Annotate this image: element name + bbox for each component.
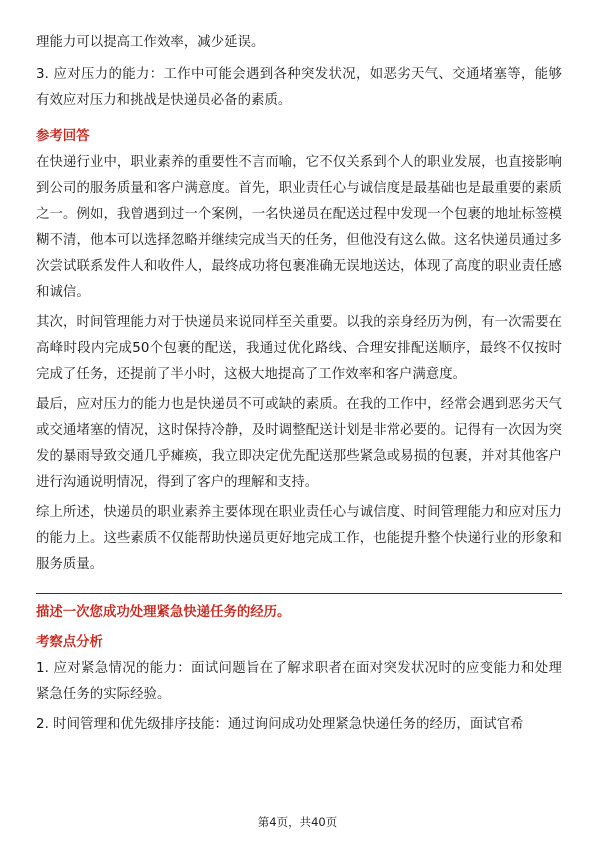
section-heading-reference-answer: 参考回答 [36,129,90,144]
section-divider [36,593,562,594]
page-content [36,30,562,738]
analysis-point: 2. 时间管理和优先级排序技能：通过询问成功处理紧急快递任务的经历，面试官希 [36,717,524,732]
page-footer: 第4页，共40页 [257,815,338,829]
body-paragraph: 理能力可以提高工作效率，减少延误。 [36,35,265,50]
answer-paragraph: 综上所述，快递员的职业素养主要体现在职业责任心与诚信度、时间管理能力和应对压力的能力上。这些素质不仅能帮助快递员更好地完成工作，也能提升整个快递行业的形象和服务质量。 [36,505,562,572]
answer-paragraph: 在快递行业中，职业素养的重要性不言而喻，它不仅关系到个人的职业发展，也直接影响到公司的服务质量和客户满意度。首先，职业责任心与诚信度是最基础也是最重要的素质之一。例如，我曾遇到过一个案例，一名快递员在配送过程中发现一个包裹的地址标签模糊不清，他本可以选择忽略并继续完成当天的任务，但他没有这么做。这名快递员通过多次尝试联系发件人和收件人，最终成功将包裹准确无误地送达，体现了高度的职业责任感和诚信。 [36,155,562,300]
answer-paragraph: 其次，时间管理能力对于快递员来说同样至关重要。以我的亲身经历为例，有一次需要在高峰时段内完成50个包裹的配送，我通过优化路线、合理安排配送顺序，最终不仅按时完成了任务，还提前了半小时，这极大地提高了工作效率和客户满意度。 [36,315,562,382]
answer-paragraph: 最后，应对压力的能力也是快递员不可或缺的素质。在我的工作中，经常会遇到恶劣天气或交通堵塞的情况，这时保持冷静，及时调整配送计划是非常必要的。记得有一次因为突发的暴雨导致交通几乎瘫痪，我立即决定优先配送那些紧急或易损的包裹，并对其他客户进行沟通说明情况，得到了客户的理解和支持。 [36,397,562,490]
section-heading-analysis: 考察点分析 [36,635,103,650]
analysis-point: 1. 应对紧急情况的能力：面试问题旨在了解求职者在面对突发状况时的应变能力和处理紧急任务的实际经验。 [36,661,562,702]
body-paragraph: 3. 应对压力的能力：工作中可能会遇到各种突发状况，如恶劣天气、交通堵塞等，能够有效应对压力和挑战是快递员必备的素质。 [36,67,562,108]
question-title: 描述一次您成功处理紧急快递任务的经历。 [36,605,291,620]
